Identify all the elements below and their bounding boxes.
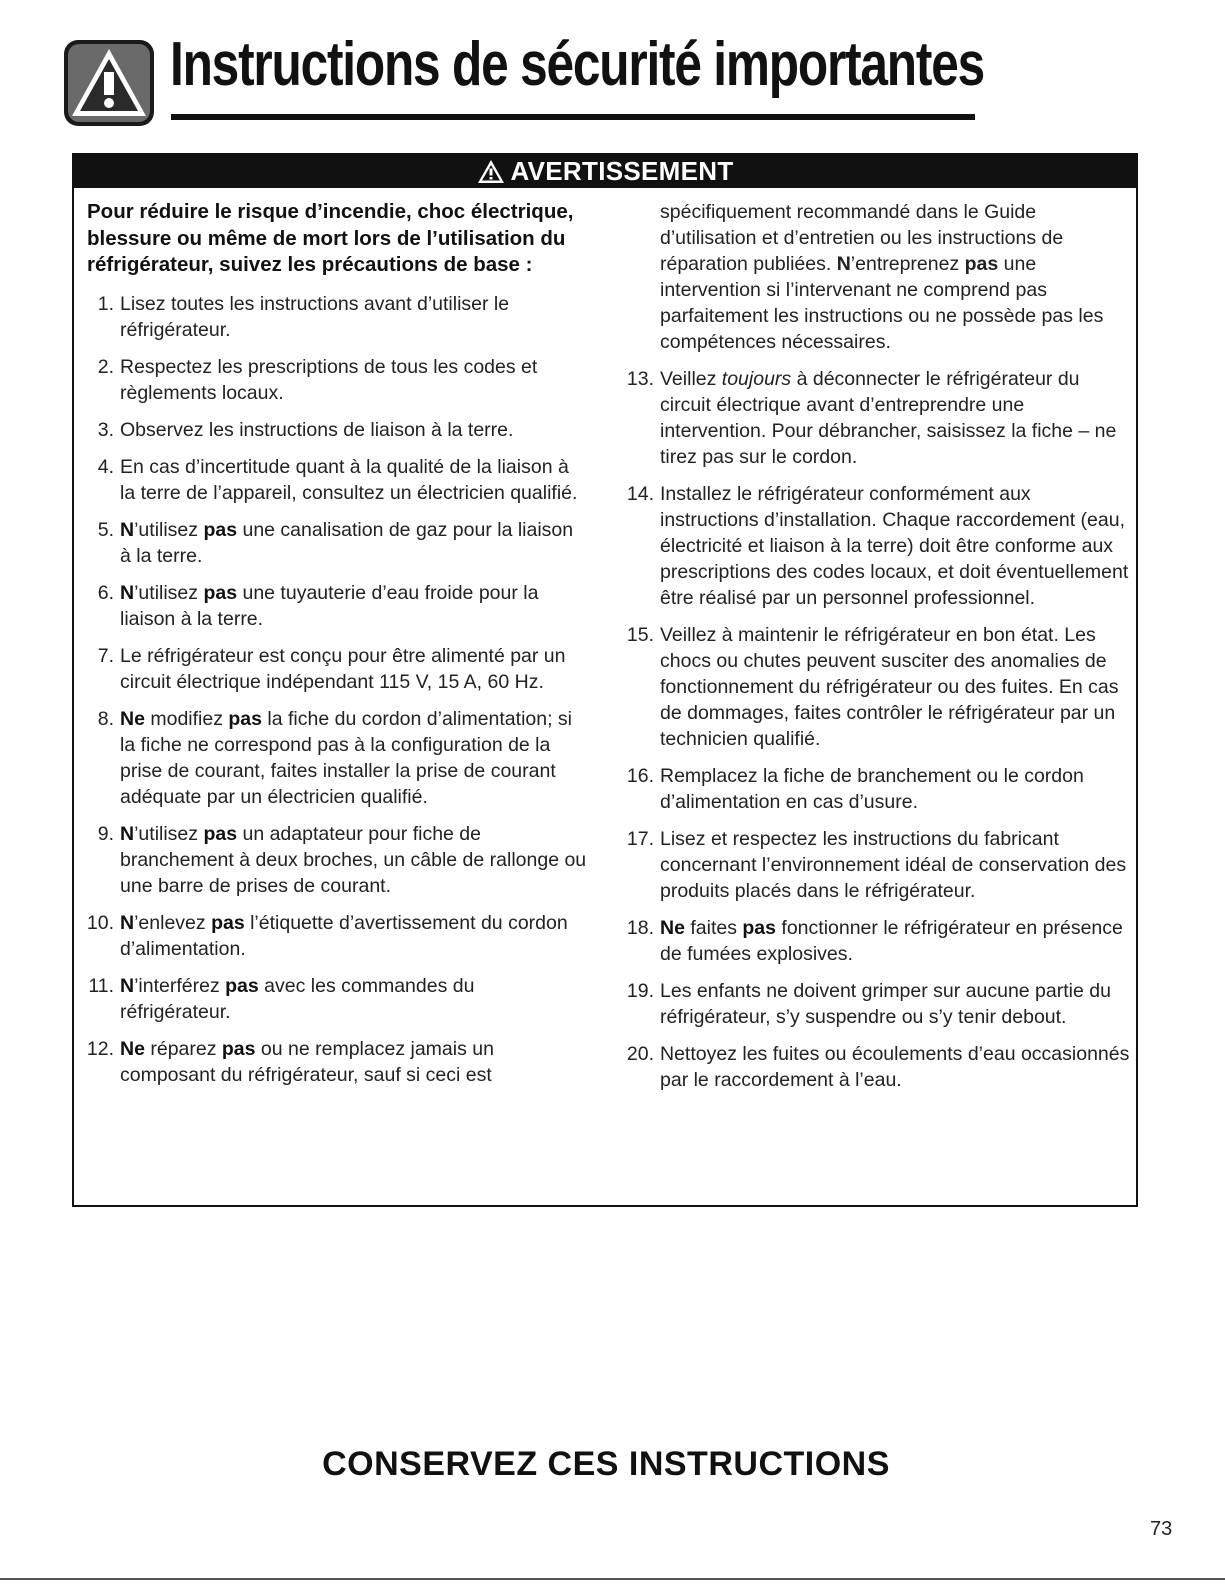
list-item: 6. N’utilisez pas une tuyauterie d’eau froide pour la liaison à la terre. [97,581,539,630]
instruction-list-continued [627,366,1132,1093]
warning-label: AVERTISSEMENT [510,156,734,186]
right-column [627,199,1132,1104]
list-item: 16. Remplacez la fiche de branchement ou le cordon d’alimentation en cas d’usure. [626,765,1084,813]
list-item: 17. Lisez et respectez les instructions du fabricant concernant l’environnement idéal de conservation des produits placés dans le réfrigérateur. [626,828,1127,902]
list-item: 20. Nettoyez les fuites ou écoulements d’eau occasionnés par le raccordement à l’eau. [626,1043,1130,1091]
bottom-rule [0,1578,1225,1580]
title-underline [171,114,975,120]
list-item: 1. Lisez toutes les instructions avant d’utiliser le réfrigérateur. [97,292,510,341]
list-item: 4. En cas d’incertitude quant à la qualité de la liaison à la terre de l’appareil, consultez un électricien qualifié. [97,455,578,504]
list-item: 8. Ne modifiez pas la fiche du cordon d’alimentation; si la fiche ne correspond pas à la configuration de la prise de courant, faites installer la prise de courant adéquate par un électricien qualifié. [97,707,573,808]
footer-title: CONSERVEZ CES INSTRUCTIONS [322,1445,890,1483]
warning-intro: Pour réduire le risque d’incendie, choc électrique, blessure ou même de mort lors de l’utilisation du réfrigérateur, suivez les précautions de base : [87,200,574,276]
list-item: 18. Ne faites pas fonctionner le réfrigérateur en présence de fumées explosives. [626,917,1123,965]
list-item: 19. Les enfants ne doivent grimper sur aucune partie du réfrigérateur, s’y suspendre ou s’y tenir debout. [626,980,1111,1028]
warning-triangle-icon [64,40,154,126]
page-number: 73 [1150,1518,1173,1540]
list-item: 2. Respectez les prescriptions de tous les codes et règlements locaux. [97,355,538,404]
warning-box [72,153,1138,1207]
list-item: 9. N’utilisez pas un adaptateur pour fiche de branchement à deux broches, un câble de rallonge ou une barre de prises de courant. [97,822,587,897]
list-item-continuation: spécifiquement recommandé dans le Guide d’utilisation et d’entretien ou les instructions de réparation publiées. N’entreprenez pas une intervention si l’intervenant ne comprend pas parfaitement les instructions ou ne possède pas les compétences nécessaires. [660,201,1104,353]
instruction-list [87,291,587,1088]
list-item: 5. N’utilisez pas une canalisation de gaz pour la liaison à la terre. [97,518,574,567]
list-item: 3. Observez les instructions de liaison à la terre. [97,418,514,441]
warning-triangle-icon [477,159,505,184]
list-item: 15. Veillez à maintenir le réfrigérateur en bon état. Les chocs ou chutes peuvent susciter des anomalies de fonctionnement du réfrigérateur ou des fuites. En cas de dommages, faites contrôler le réfrigérateur par un technicien qualifié. [626,624,1119,750]
list-item: 12. Ne réparez pas ou ne remplacez jamais un composant du réfrigérateur, sauf si ceci est [86,1037,494,1086]
list-item: 13. Veillez toujours à déconnecter le réfrigérateur du circuit électrique avant d’entreprendre une intervention. Pour débrancher, saisissez la fiche – ne tirez pas sur le cordon. [626,368,1117,468]
warning-header-bar [74,155,1136,188]
list-item: 10. N’enlevez pas l’étiquette d’avertissement du cordon d’alimentation. [86,911,568,960]
list-item: 11. N’interférez pas avec les commandes du réfrigérateur. [88,974,475,1023]
page-title: Instructions de sécurité importantes [170,30,984,99]
list-item: 7. Le réfrigérateur est conçu pour être alimenté par un circuit électrique indépendant 115 V, 15 A, 60 Hz. [97,644,566,693]
list-item: 14. Installez le réfrigérateur conformément aux instructions d’installation. Chaque raccordement (eau, électricité et liaison à la terre) doit être conforme aux prescriptions des codes locaux, et doit éventuellement être réalisé par un personnel professionnel. [626,483,1129,609]
left-column [87,199,587,1099]
